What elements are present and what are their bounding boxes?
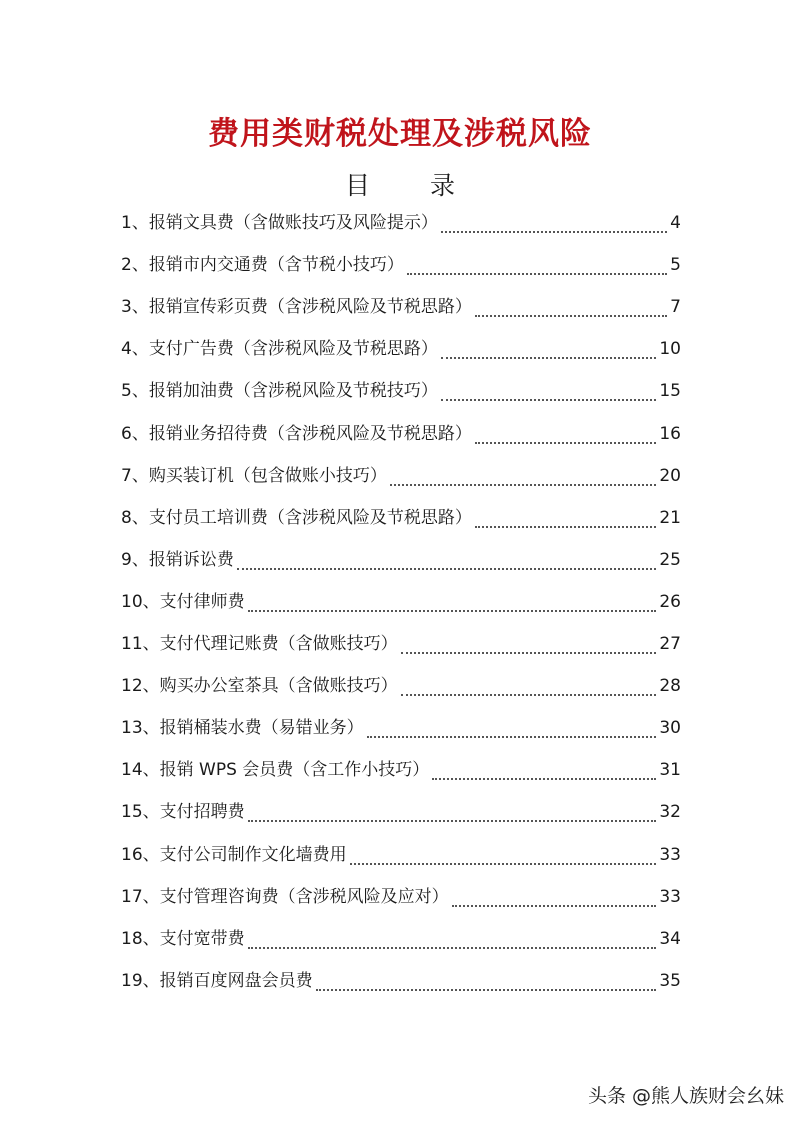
toc-entry[interactable] [121,918,681,960]
toc-dot-leader [432,778,656,780]
toc-entry[interactable] [121,581,681,623]
toc-entry-label: 支付律师费 [159,591,245,612]
toc-entry-label: 支付宽带费 [159,928,245,949]
toc-entry[interactable] [121,960,681,1002]
toc-entry[interactable] [121,791,681,833]
toc-entry-page: 28 [659,676,681,697]
toc-entry-page: 34 [659,928,681,949]
toc-dot-leader [441,231,667,233]
toc-entry-page: 4 [670,213,681,234]
toc-entry-number: 17、 [121,886,160,907]
toc-entry[interactable] [121,749,681,791]
toc-entry[interactable] [121,244,681,286]
toc-heading: 目 录 [345,171,481,200]
toc-entry-label: 报销 WPS 会员费（含工作小技巧） [159,760,430,781]
toc-entry-number: 4、 [121,339,149,360]
toc-entry-label: 报销桶装水费（易错业务） [159,718,364,739]
toc-entry-label: 支付广告费（含涉税风险及节税思路） [148,339,438,360]
toc-entry-number: 12、 [121,676,160,697]
watermark: 头条 @熊人族财会幺妹 [587,1085,784,1107]
toc-entry[interactable] [121,455,681,497]
toc-entry-page: 21 [659,507,681,528]
toc-dot-leader [401,652,657,654]
toc-entry-number: 6、 [121,423,149,444]
toc-entry-label: 报销诉讼费 [148,549,234,570]
toc-entry-label: 购买装订机（包含做账小技巧） [148,465,387,486]
toc-dot-leader [367,736,657,738]
toc-entry[interactable] [121,328,681,370]
toc-dot-leader [475,315,667,317]
toc-entry-number: 16、 [121,844,160,865]
toc-entry-label: 支付代理记账费（含做账技巧） [159,634,398,655]
toc-dot-leader [401,694,657,696]
toc-entry-number: 5、 [121,381,149,402]
toc-entry-page: 15 [659,381,681,402]
toc-entry-page: 20 [659,465,681,486]
toc-entry-page: 30 [659,718,681,739]
toc-entry-label: 支付招聘费 [159,802,245,823]
toc-entry[interactable] [121,202,681,244]
toc-dot-leader [248,610,657,612]
toc-entry-number: 7、 [121,465,149,486]
toc-dot-leader [475,526,657,528]
toc-entry-number: 1、 [121,213,149,234]
toc-entry-page: 10 [659,339,681,360]
toc-entry-number: 15、 [121,802,160,823]
toc-entry[interactable] [121,370,681,412]
toc-entry[interactable] [121,497,681,539]
toc-entry-number: 18、 [121,928,160,949]
toc-entry-page: 16 [659,423,681,444]
toc-dot-leader [248,947,657,949]
toc-entry[interactable] [121,623,681,665]
toc-entry[interactable] [121,539,681,581]
toc-entry-label: 报销加油费（含涉税风险及节税技巧） [148,381,438,402]
toc-entry-label: 报销文具费（含做账技巧及风险提示） [148,213,438,234]
toc-entry-page: 5 [670,255,681,276]
toc-entry[interactable] [121,876,681,918]
toc-entry[interactable] [121,833,681,875]
toc-dot-leader [390,484,657,486]
toc-entry[interactable] [121,707,681,749]
toc-entry-page: 33 [659,844,681,865]
toc-entry-page: 27 [659,634,681,655]
toc-dot-leader [237,568,657,570]
toc-dot-leader [407,273,667,275]
toc-entry[interactable] [121,412,681,454]
toc-dot-leader [316,989,657,991]
toc-entry-number: 2、 [121,255,149,276]
toc-entry-page: 32 [659,802,681,823]
toc-dot-leader [475,442,657,444]
toc-entry[interactable] [121,665,681,707]
toc-entry-number: 14、 [121,760,160,781]
toc-entry-label: 报销百度网盘会员费 [159,970,313,991]
toc-entry-label: 购买办公室茶具（含做账技巧） [159,676,398,697]
toc-dot-leader [350,863,657,865]
toc-entry-page: 33 [659,886,681,907]
toc-entry-label: 报销业务招待费（含涉税风险及节税思路） [148,423,472,444]
toc-entry-page: 25 [659,549,681,570]
toc-entry-number: 10、 [121,591,160,612]
toc-dot-leader [248,820,657,822]
document-title: 费用类财税处理及涉税风险 [208,116,592,152]
toc-entry[interactable] [121,286,681,328]
toc-entry-page: 26 [659,591,681,612]
toc-entry-number: 11、 [121,634,160,655]
toc-dot-leader [441,357,657,359]
toc-entry-page: 31 [659,760,681,781]
toc-entry-number: 8、 [121,507,149,528]
toc-dot-leader [452,905,657,907]
toc-entry-page: 7 [670,297,681,318]
toc-entry-number: 9、 [121,549,149,570]
toc-entry-label: 支付管理咨询费（含涉税风险及应对） [159,886,449,907]
toc-entry-number: 3、 [121,297,149,318]
table-of-contents [121,202,681,1002]
toc-entry-label: 支付员工培训费（含涉税风险及节税思路） [148,507,472,528]
toc-entry-label: 报销市内交通费（含节税小技巧） [148,255,404,276]
toc-entry-number: 13、 [121,718,160,739]
toc-dot-leader [441,399,657,401]
toc-entry-page: 35 [659,970,681,991]
toc-entry-label: 支付公司制作文化墙费用 [159,844,347,865]
toc-entry-label: 报销宣传彩页费（含涉税风险及节税思路） [148,297,472,318]
toc-entry-number: 19、 [121,970,160,991]
